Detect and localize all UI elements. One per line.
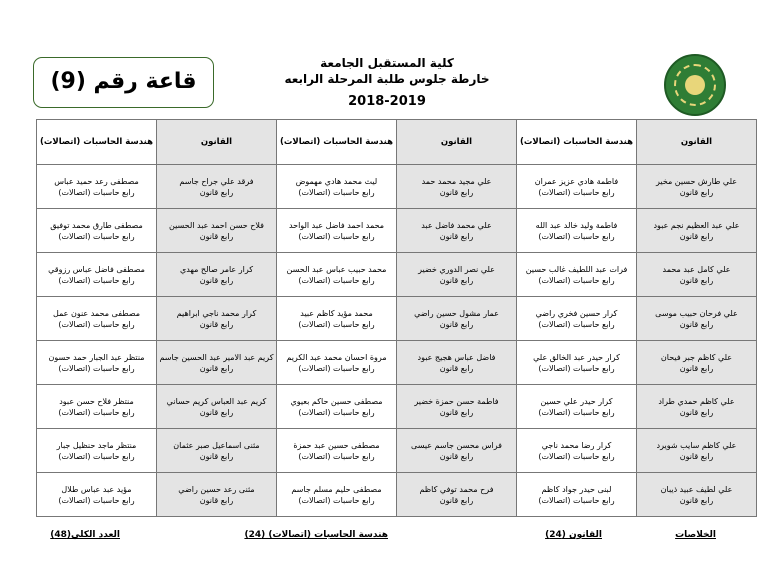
column-header: هندسة الحاسبات (اتصالات) [37, 120, 157, 165]
seat-cell [397, 429, 517, 473]
seat-cell [517, 253, 637, 297]
student-name: فرح محمد توفي كاظم [419, 484, 494, 494]
seat-cell [157, 385, 277, 429]
seating-table [36, 119, 757, 517]
seat-cell [637, 297, 757, 341]
student-stage: رابع قانون [679, 451, 714, 461]
seat-cell [37, 341, 157, 385]
logo-emblem [685, 75, 705, 95]
summary-label: الخلاصات [675, 530, 716, 540]
seat-cell [277, 297, 397, 341]
student-name: فاطمة حسن حمزة خضير [414, 396, 499, 406]
student-stage: رابع حاسبات (اتصالات) [298, 363, 375, 373]
seat-cell [37, 209, 157, 253]
student-stage: رابع حاسبات (اتصالات) [298, 231, 375, 241]
student-name: منتظر فلاح حسن عبود [59, 396, 134, 406]
student-stage: رابع قانون [199, 319, 234, 329]
student-stage: رابع حاسبات (اتصالات) [58, 495, 135, 505]
seat-cell [157, 341, 277, 385]
student-name: مثنى رعد حسين راضي [178, 484, 255, 494]
student-name: فاطمة وليد خالد عبد الله [535, 220, 618, 230]
seat-cell [37, 385, 157, 429]
seat-cell [277, 429, 397, 473]
seat-cell [37, 429, 157, 473]
seat-row [37, 165, 757, 209]
seat-row [37, 473, 757, 517]
student-stage: رابع قانون [439, 363, 474, 373]
seat-cell [517, 209, 637, 253]
student-stage: رابع قانون [679, 407, 714, 417]
student-name: فاضل عباس هجيج عبود [417, 352, 496, 362]
college-name: كلية المستقبل الجامعة [320, 56, 454, 70]
column-header: القانون [637, 120, 757, 165]
student-name: كريم عبد الامير عبد الحسين جاسم [159, 352, 274, 362]
student-name: مصطفى حسين حاكم بعيوي [290, 396, 383, 406]
hall-number-box: قاعة رقم (9) [33, 57, 214, 108]
student-stage: رابع حاسبات (اتصالات) [58, 451, 135, 461]
student-name: فلاح حسن احمد عبد الحسين [169, 220, 264, 230]
student-stage: رابع قانون [439, 319, 474, 329]
table-header-row [37, 120, 757, 165]
college-logo [664, 54, 726, 116]
seat-cell [37, 297, 157, 341]
summary-total-count: العدد الكلي(48) [50, 530, 120, 540]
student-name: كريم عبد العباس كريم حساني [166, 396, 267, 406]
summary-cs-count: هندسة الحاسبات (اتصالات) (24) [244, 530, 388, 540]
student-name: كرار رضا محمد ناجي [541, 440, 612, 450]
column-header: هندسة الحاسبات (اتصالات) [277, 120, 397, 165]
student-name: ليث محمد هادي مهموض [295, 176, 378, 186]
student-name: مثنى اسماعيل صبر عثمان [173, 440, 260, 450]
student-stage: رابع حاسبات (اتصالات) [538, 495, 615, 505]
seat-cell [517, 473, 637, 517]
student-name: مصطفى محمد عنون عمل [52, 308, 141, 318]
seat-cell [277, 473, 397, 517]
seat-cell [277, 341, 397, 385]
student-stage: رابع قانون [439, 495, 474, 505]
seat-cell [157, 429, 277, 473]
student-name: كرار عامر صالح مهدي [179, 264, 254, 274]
seat-cell [397, 341, 517, 385]
column-header: القانون [397, 120, 517, 165]
student-stage: رابع قانون [199, 187, 234, 197]
seat-cell [277, 209, 397, 253]
student-name: عمار مشول حسين راضي [414, 308, 499, 318]
student-stage: رابع قانون [439, 451, 474, 461]
seat-cell [397, 165, 517, 209]
seat-cell [637, 253, 757, 297]
seat-cell [637, 165, 757, 209]
seat-cell [637, 385, 757, 429]
seat-cell [397, 209, 517, 253]
student-stage: رابع حاسبات (اتصالات) [58, 319, 135, 329]
student-stage: رابع حاسبات (اتصالات) [58, 231, 135, 241]
student-name: محمد احمد فاضل عبد الواحد [288, 220, 385, 230]
student-name: منتظر عبد الجبار حمد حسون [48, 352, 145, 362]
student-stage: رابع حاسبات (اتصالات) [298, 451, 375, 461]
student-name: فاطمة هادي عزيز عمران [534, 176, 619, 186]
seat-cell [157, 297, 277, 341]
student-name: علي فرحان حبيب موسى [655, 308, 738, 318]
seat-cell [637, 209, 757, 253]
student-stage: رابع حاسبات (اتصالات) [298, 319, 375, 329]
student-stage: رابع قانون [199, 407, 234, 417]
student-name: كرار حسين فخري راضي [535, 308, 618, 318]
student-name: كرار محمد ناجي ابراهيم [176, 308, 257, 318]
student-name: علي نصر الدوري خضير [418, 264, 495, 274]
student-name: مصطفى طارق محمد توفيق [50, 220, 143, 230]
seat-cell [37, 473, 157, 517]
seat-cell [637, 429, 757, 473]
seat-cell [277, 165, 397, 209]
student-stage: رابع حاسبات (اتصالات) [58, 275, 135, 285]
student-stage: رابع قانون [679, 495, 714, 505]
student-name: مروة احسان محمد عبد الكريم [286, 352, 387, 362]
column-header: هندسة الحاسبات (اتصالات) [517, 120, 637, 165]
seat-cell [637, 473, 757, 517]
student-stage: رابع قانون [439, 187, 474, 197]
student-name: علي كاظم حمدي طراد [658, 396, 735, 406]
seat-cell [397, 385, 517, 429]
student-name: فرقد علي جراح جاسم [179, 176, 254, 186]
student-name: كرار حيدر عبد الخالق علي [533, 352, 620, 362]
student-name: مصطفى رعد حميد عباس [54, 176, 139, 186]
student-name: منتظر ماجد حنظيل جبار [56, 440, 137, 450]
student-stage: رابع قانون [199, 451, 234, 461]
student-stage: رابع قانون [679, 319, 714, 329]
seat-cell [397, 253, 517, 297]
student-stage: رابع قانون [439, 275, 474, 285]
student-stage: رابع حاسبات (اتصالات) [58, 407, 135, 417]
column-header: القانون [157, 120, 277, 165]
student-name: علي عبد العظيم نجم عبود [653, 220, 740, 230]
student-name: علي لطيف عبيد ذيبان [660, 484, 733, 494]
student-stage: رابع حاسبات (اتصالات) [538, 319, 615, 329]
student-name: مصطفى حليم مسلم جاسم [291, 484, 382, 494]
student-name: علي طارش حسين مخير [655, 176, 737, 186]
document-subtitle: خارطة جلوس طلبة المرحلة الرابعه [284, 72, 490, 86]
student-name: مؤيد عبد عباس طلال [61, 484, 132, 494]
student-name: علي محمد فاضل عبد [421, 220, 492, 230]
student-name: كرار حيدر علي حسين [540, 396, 613, 406]
student-stage: رابع قانون [199, 231, 234, 241]
student-stage: رابع قانون [439, 231, 474, 241]
student-stage: رابع حاسبات (اتصالات) [298, 187, 375, 197]
seat-row [37, 429, 757, 473]
student-stage: رابع قانون [679, 187, 714, 197]
student-stage: رابع حاسبات (اتصالات) [538, 451, 615, 461]
student-stage: رابع حاسبات (اتصالات) [538, 363, 615, 373]
student-name: محمد مؤيد كاظم عبيد [300, 308, 373, 318]
seat-cell [517, 429, 637, 473]
student-stage: رابع حاسبات (اتصالات) [298, 275, 375, 285]
seat-cell [157, 253, 277, 297]
student-stage: رابع حاسبات (اتصالات) [298, 407, 375, 417]
student-stage: رابع حاسبات (اتصالات) [538, 275, 615, 285]
student-name: علي كاظم جبر فيحان [660, 352, 733, 362]
seat-cell [517, 341, 637, 385]
student-name: لبنى حيدر جواد كاظم [541, 484, 612, 494]
seat-cell [517, 165, 637, 209]
student-stage: رابع حاسبات (اتصالات) [58, 187, 135, 197]
seat-row [37, 297, 757, 341]
seat-cell [277, 253, 397, 297]
student-stage: رابع قانون [679, 363, 714, 373]
seat-cell [157, 473, 277, 517]
seat-cell [397, 297, 517, 341]
summary-law-count: القانون (24) [545, 530, 602, 540]
seat-cell [637, 341, 757, 385]
document-header [230, 56, 544, 109]
seat-cell [37, 165, 157, 209]
seat-cell [517, 297, 637, 341]
student-name: علي كاظم سايب شويرد [656, 440, 737, 450]
student-name: محمد حبيب عباس عبد الحسن [286, 264, 387, 274]
seat-cell [397, 473, 517, 517]
seat-cell [37, 253, 157, 297]
seat-row [37, 209, 757, 253]
student-stage: رابع قانون [199, 495, 234, 505]
seat-row [37, 253, 757, 297]
student-name: مصطفى فاضل عباس رزوقي [48, 264, 145, 274]
student-stage: رابع حاسبات (اتصالات) [298, 495, 375, 505]
student-stage: رابع حاسبات (اتصالات) [538, 407, 615, 417]
student-stage: رابع قانون [679, 231, 714, 241]
student-name: فرات عبد اللطيف غالب حسين [525, 264, 628, 274]
seat-row [37, 385, 757, 429]
academic-year: 2018-2019 [348, 94, 426, 109]
student-name: مصطفى حسين عبد حمزة [293, 440, 380, 450]
student-stage: رابع حاسبات (اتصالات) [58, 363, 135, 373]
student-stage: رابع قانون [439, 407, 474, 417]
student-name: علي كامل عبد محمد [662, 264, 731, 274]
student-stage: رابع قانون [199, 363, 234, 373]
seat-cell [517, 385, 637, 429]
student-name: علي مجيد محمد حمد [421, 176, 492, 186]
student-stage: رابع قانون [199, 275, 234, 285]
student-name: فراس محسن جاسم عيسى [411, 440, 502, 450]
student-stage: رابع حاسبات (اتصالات) [538, 231, 615, 241]
seat-row [37, 341, 757, 385]
seat-cell [157, 165, 277, 209]
student-stage: رابع قانون [679, 275, 714, 285]
student-stage: رابع حاسبات (اتصالات) [538, 187, 615, 197]
seat-cell [157, 209, 277, 253]
seat-cell [277, 385, 397, 429]
